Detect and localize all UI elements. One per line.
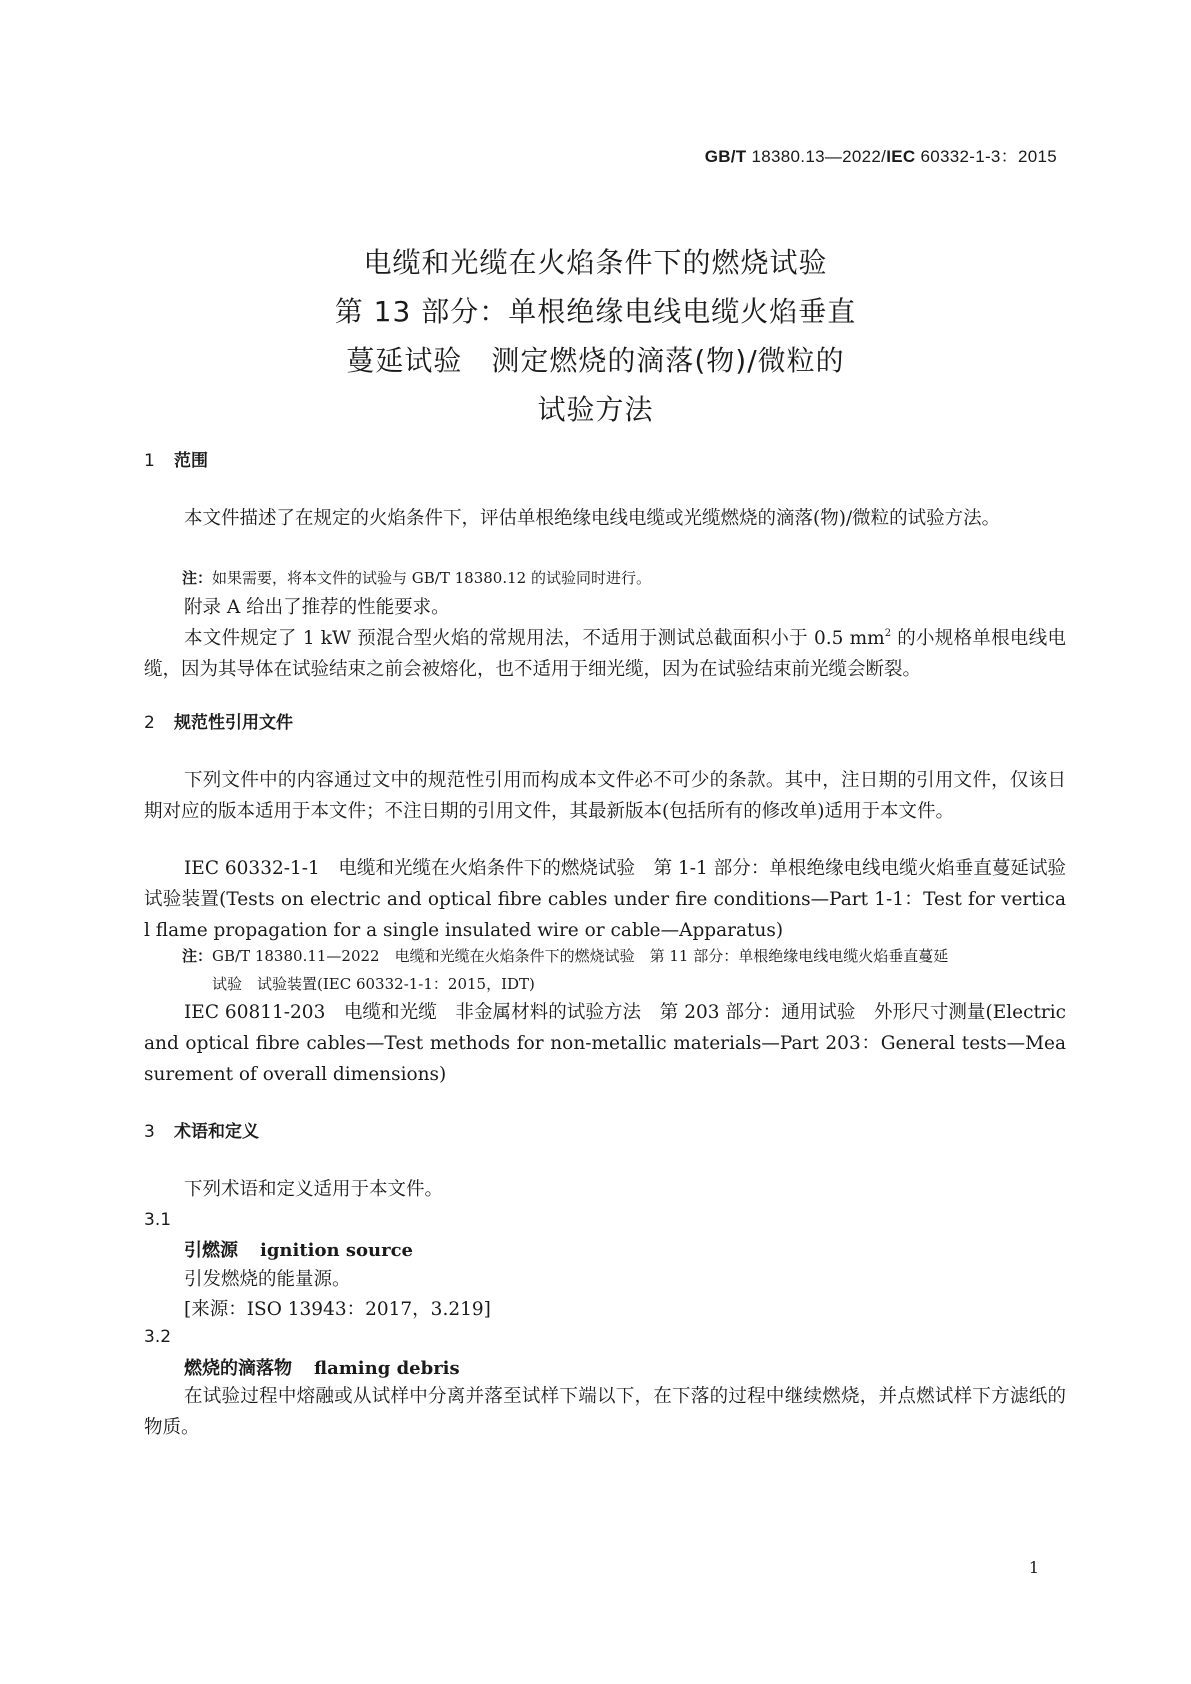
section-2-note	[182, 942, 1066, 998]
term-english: flaming debris	[314, 1358, 460, 1379]
iec-prefix: IEC	[886, 147, 916, 166]
paragraph-text: 的小规格单根电线电缆，因为其导体在试验结束之前会被熔化，也不适用于细光缆，因为在试验结束前光缆会断裂。	[144, 628, 1066, 680]
page-number: 1	[1028, 1558, 1039, 1577]
superscript: 2	[884, 628, 892, 639]
title-line-4: 试验方法	[537, 393, 654, 426]
term-chinese: 引燃源	[184, 1240, 238, 1261]
paragraph-text: 本文件规定了 1 kW 预混合型火焰的常规用法，不适用于测试总截面积小于 0.5 mm	[184, 628, 885, 649]
note-text: GB/T 18380.11—2022 电缆和光缆在火焰条件下的燃烧试验 第 11 部分：单根绝缘电线电缆火焰垂直蔓延	[212, 947, 949, 965]
term-definition: 引发燃烧的能量源。	[184, 1269, 351, 1290]
section-1-heading	[144, 446, 208, 471]
reference-iec-60811-203: IEC 60811-203 电缆和光缆 非金属材料的试验方法 第 203 部分：通用试验 外形尺寸测量(Electric and optical fibre cables—Test methods for non-metallic materials—Part 203：General tests—Measurement of overall dimensions)	[144, 1002, 1066, 1085]
term-definition: 在试验过程中熔融或从试样中分离并落至试样下端以下，在下落的过程中继续燃烧，并点燃试样下方滤纸的物质。	[144, 1386, 1066, 1438]
term-number-3-2: 3.2	[144, 1327, 172, 1347]
note-label: 注：	[182, 569, 213, 587]
section-2-paragraph-1: 下列文件中的内容通过文中的规范性引用而构成本文件必不可少的条款。其中，注日期的引用文件，仅该日期对应的版本适用于本文件；不注日期的引用文件，其最新版本(包括所有的修改单)适用于本文件。	[144, 770, 1066, 822]
section-number: 3	[144, 1122, 155, 1142]
standard-number: 18380.13—2022/	[751, 147, 887, 166]
term-chinese: 燃烧的滴落物	[184, 1358, 292, 1379]
note-text-continued: 试验 试验装置(IEC 60332-1-1：2015，IDT)	[212, 975, 535, 993]
section-1-note	[182, 564, 1066, 592]
term-english: ignition source	[260, 1240, 413, 1261]
standard-code	[705, 142, 1057, 167]
section-1-paragraph-3	[144, 623, 1066, 685]
reference-iec-60332-1-1: IEC 60332-1-1 电缆和光缆在火焰条件下的燃烧试验 第 1-1 部分：单根绝缘电线电缆火焰垂直蔓延试验 试验装置(Tests on electric and optical fibre cables under fire conditions—Part 1-1：Test for vertical flame propagation for a single insulated wire or cable—Apparatus)	[144, 858, 1085, 941]
note-label: 注：	[182, 947, 213, 965]
standard-prefix: GB/T	[704, 147, 747, 166]
term-source: [来源：ISO 13943：2017，3.219]	[184, 1299, 491, 1320]
term-number-3-1: 3.1	[144, 1210, 172, 1230]
section-title: 范围	[174, 451, 208, 471]
section-2-heading	[144, 708, 293, 733]
section-3-paragraph-1: 下列术语和定义适用于本文件。	[184, 1179, 444, 1200]
section-number: 1	[144, 451, 155, 471]
section-title: 规范性引用文件	[174, 713, 293, 733]
section-3-heading	[144, 1117, 259, 1142]
document-title	[0, 238, 1191, 434]
section-title: 术语和定义	[174, 1122, 259, 1142]
section-1-paragraph-2: 附录 A 给出了推荐的性能要求。	[184, 597, 450, 618]
note-text: 如果需要，将本文件的试验与 GB/T 18380.12 的试验同时进行。	[212, 569, 651, 587]
title-line-2: 第 13 部分：单根绝缘电线电缆火焰垂直	[334, 295, 857, 328]
section-number: 2	[144, 713, 155, 733]
title-line-1: 电缆和光缆在火焰条件下的燃烧试验	[363, 246, 828, 279]
term-ignition-source	[184, 1236, 413, 1262]
section-1-paragraph-1: 本文件描述了在规定的火焰条件下，评估单根绝缘电线电缆或光缆燃烧的滴落(物)/微粒的试验方法。	[184, 508, 1001, 529]
iec-number: 60332-1-3：2015	[920, 147, 1057, 166]
term-flaming-debris	[184, 1354, 460, 1380]
title-line-3: 蔓延试验 测定燃烧的滴落(物)/微粒的	[346, 344, 845, 377]
